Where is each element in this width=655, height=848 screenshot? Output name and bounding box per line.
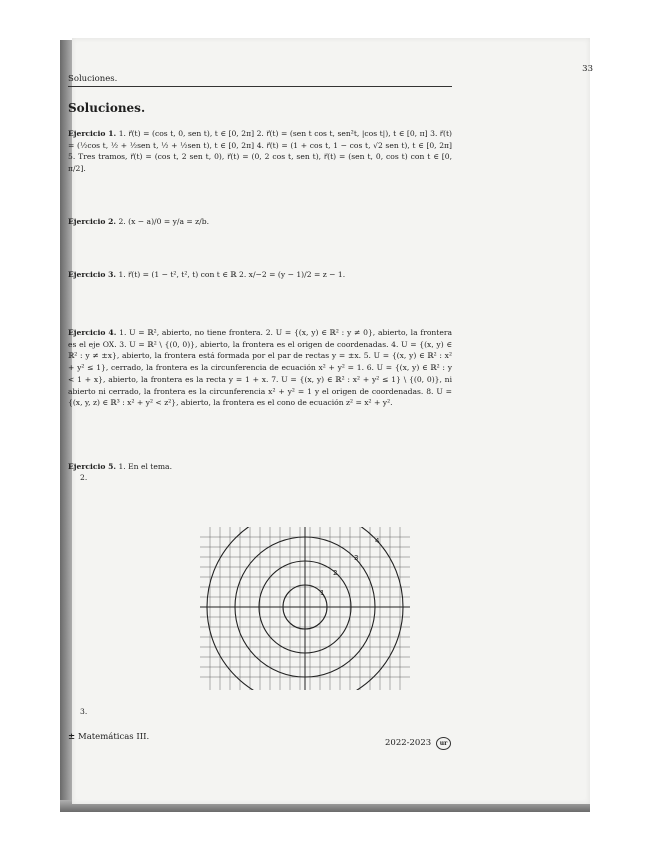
- level-curves-svg: [130, 490, 430, 700]
- exercise-4-text: 1. U = ℝ², abierto, no tiene frontera. 2. U = {(x, y) ∈ ℝ² : y ≠ 0}, abierto, la frontera es el eje OX. 3. U = ℝ² \ {(0, 0)}, abierto, la frontera es el origen de coordenadas. 4. U = {(x, y) ∈ ℝ² : y ≠ ±x}, abierto, la frontera está formada por el par de rectas y = ±x. 5. U = {(x, y) ∈ ℝ² : x² + y² ≤ 1}, cerrado, la frontera es la circunferencia de ecuación x² + y² = 1. 6. U = {(x, y) ∈ ℝ² : y < 1 + x}, abierto, la frontera es la recta y = 1 + x. 7. U = {(x, y) ∈ ℝ² : x² + y² ≤ 1} \ {(0, 0)}, ni abierto ni cerrado, la frontera es la circunferencia x² + y² = 1 y el origen de coordenadas. 8. U = {(x, y, z) ∈ ℝ³ : x² + y² < z²}, abierto, la frontera es el cono de ecuación z² = x² + y².: [68, 328, 452, 408]
- page-number: 33: [582, 64, 593, 74]
- running-header: Soluciones.: [68, 74, 118, 84]
- exercise-2: [68, 216, 452, 228]
- footer-course-text: Matemáticas III.: [78, 732, 150, 742]
- exercise-3-text: 1. r⃗(t) = (1 − t², t², t) con t ∈ ℝ 2. x/−2 = (y − 1)/2 = z − 1.: [118, 270, 346, 279]
- item-2-label: 2.: [80, 473, 88, 482]
- header-rule: [68, 86, 452, 87]
- exercise-3: [68, 269, 452, 281]
- footer-mark-icon: ±: [68, 732, 76, 742]
- exercise-5-text: 1. En el tema.: [118, 462, 172, 471]
- exercise-5: [68, 461, 452, 473]
- curve-label-3: 3: [354, 554, 359, 562]
- item-3-label: 3.: [80, 707, 88, 716]
- footer-course: [68, 732, 149, 742]
- exercise-2-text: 2. (x − a)/0 = y/a = z/b.: [118, 217, 210, 226]
- exercise-1-label: Ejercicio 1.: [68, 129, 117, 138]
- curve-label-2: 2: [333, 569, 338, 577]
- section-title: Soluciones.: [68, 101, 146, 115]
- curve-label-4: 4: [375, 537, 380, 545]
- exercise-1: [68, 128, 452, 175]
- level-curves-figure: [130, 490, 430, 704]
- exercise-5-label: Ejercicio 5.: [68, 462, 117, 471]
- axes: [200, 527, 410, 690]
- exercise-2-label: Ejercicio 2.: [68, 217, 117, 226]
- exercise-4: [68, 327, 452, 409]
- university-logo-icon: ur: [436, 737, 451, 750]
- footer-year: 2022-2023: [385, 738, 432, 748]
- exercise-1-text: 1. r⃗(t) = (cos t, 0, sen t), t ∈ [0, 2π] 2. r⃗(t) = (sen t cos t, sen²t, |cos t|), t ∈ [0, π] 3. r⃗(t) = (½cos t, ½ + ½sen t, ½ + ½sen t), t ∈ [0, 2π] 4. r⃗(t) = (1 + cos t, 1 − cos t, √2 sen t), t ∈ [0, 2π] 5. Tres tramos, r⃗(t) = (cos t, 2 sen t, 0), r⃗(t) = (0, 2 cos t, sen t), r⃗(t) = (sen t, 0, cos t) con t ∈ [0, π/2].: [68, 129, 452, 174]
- curve-label-1: 1: [320, 589, 325, 597]
- exercise-4-label: Ejercicio 4.: [68, 328, 117, 337]
- exercise-3-label: Ejercicio 3.: [68, 270, 117, 279]
